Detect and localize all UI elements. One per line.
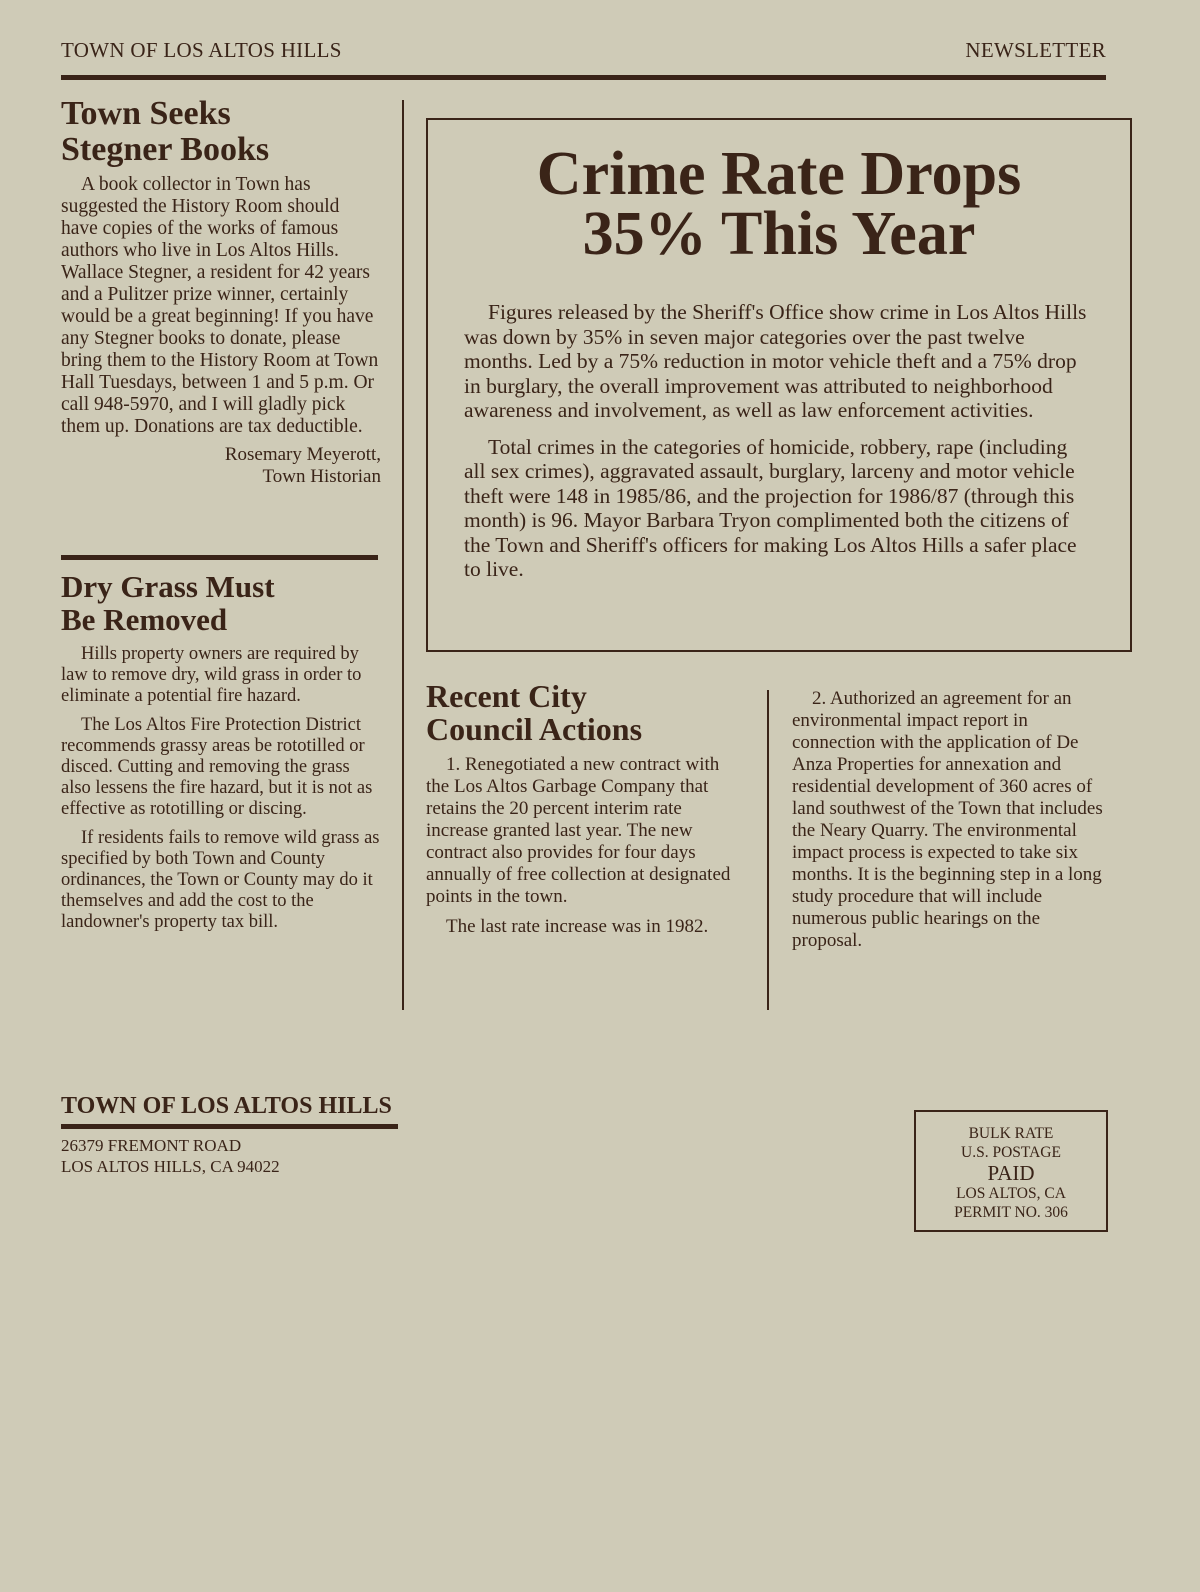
postage-indicia — [914, 1110, 1108, 1232]
mailing-address — [61, 1135, 280, 1177]
masthead-left: TOWN OF LOS ALTOS HILLS — [61, 38, 342, 62]
crime-feature-box — [426, 118, 1132, 652]
signature-title: Town Historian — [262, 466, 381, 487]
mailing-street: 26379 FREMONT ROAD — [61, 1136, 242, 1155]
stegner-title-line1: Town Seeks — [61, 95, 231, 132]
dry-grass-title-line2: Be Removed — [61, 602, 228, 637]
postage-permit: PERMIT NO. 306 — [954, 1204, 1068, 1221]
council-item-1: 1. Renegotiated a new contract with the Los Altos Garbage Company that retains the 20 percent interim rate increase granted last year. The new contract also provides for four days annually of free collection at designated points in the town. — [426, 754, 731, 907]
column-divider-right — [767, 690, 769, 1010]
dry-grass-title — [61, 570, 381, 636]
header-rule — [61, 75, 1106, 80]
dry-grass-title-line1: Dry Grass Must — [61, 569, 275, 604]
stegner-body: A book collector in Town has suggested the History Room should have copies of the works of famous authors who live in Los Altos Hills. Wallace Stegner, a resident for 42 years and a Pulitzer prize winner, certainly would be a great beginning! If you have any Stegner books to donate, please bring them to the History Room at Town Hall Tuesdays, between 1 and 5 p.m. Or call 948-5970, and I will gladly pick them up. Donations are tax deductible. — [61, 174, 379, 437]
postage-city: LOS ALTOS, CA — [956, 1185, 1066, 1202]
council-item-2: 2. Authorized an agreement for an environmental impact report in connection with the application of De Anza Properties for annexation and residential development of 360 acres of land southwest of the Town that includes the Neary Quarry. The environmental impact process is expected to take six months. It is the beginning step in a long study procedure that will include numerous public hearings on the proposal. — [792, 688, 1103, 951]
postage-paid: PAID — [987, 1161, 1035, 1185]
stegner-title-line2: Stegner Books — [61, 131, 270, 168]
stegner-signature — [61, 444, 381, 488]
postage-us-postage: U.S. POSTAGE — [961, 1144, 1061, 1161]
crime-para-2: Total crimes in the categories of homicide, robbery, rape (including all sex crimes), aggravated assault, burglary, larceny and motor vehicle theft were 148 in 1985/86, and the projection for 1986/87 (through this month) is 96. Mayor Barbara Tryon complimented both the citizens of the Town and Sheriff's officers for making Los Altos Hills a safer place to live. — [464, 434, 1077, 581]
council-item-1-note: The last rate increase was in 1982. — [446, 916, 709, 937]
dry-grass-para-2: The Los Altos Fire Protection District recommends grassy areas be rototilled or disced. Cutting and removing the grass also lessens the fire hazard, but it is not as effective as rototilling or discing. — [61, 715, 373, 819]
crime-para-1: Figures released by the Sheriff's Office show crime in Los Altos Hills was down by 35% in seven major categories over the past twelve months. Led by a 75% reduction in motor vehicle theft and a 75% drop in burglary, the overall improvement was attributed to neighborhood awareness and involvement, as well as law enforcement activities. — [464, 300, 1087, 422]
mailing-org: TOWN OF LOS ALTOS HILLS — [61, 1093, 392, 1119]
mailing-rule — [61, 1124, 398, 1129]
masthead-right: NEWSLETTER — [965, 38, 1106, 62]
crime-title-line1: Crime Rate Drops — [536, 140, 1022, 208]
left-section-rule — [61, 555, 378, 560]
council-article — [426, 680, 746, 938]
dry-grass-para-3: If residents fails to remove wild grass as specified by both Town and County ordinances, the Town or County may do it themselves and add the cost to the landowner's property tax bill. — [61, 828, 380, 932]
dry-grass-article — [61, 570, 381, 933]
stegner-title — [61, 96, 381, 168]
crime-title-line2: 35% This Year — [582, 200, 976, 268]
council-title-line1: Recent City — [426, 678, 587, 714]
council-title-line2: Council Actions — [426, 711, 643, 747]
postage-bulk-rate: BULK RATE — [968, 1125, 1054, 1142]
stegner-article — [61, 96, 381, 488]
signature-name: Rosemary Meyerott, — [224, 444, 381, 465]
mailing-city: LOS ALTOS HILLS, CA 94022 — [61, 1157, 280, 1176]
council-item-2-block — [792, 688, 1107, 952]
crime-title — [428, 140, 1130, 268]
council-title — [426, 680, 746, 746]
dry-grass-para-1: Hills property owners are required by law to remove dry, wild grass in order to eliminate a potential fire hazard. — [61, 644, 362, 706]
column-divider-left — [402, 100, 404, 1010]
